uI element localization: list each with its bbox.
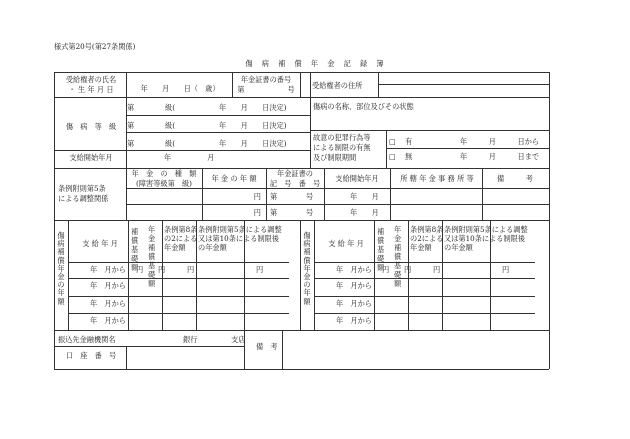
annual-amount-field[interactable]: 円 <box>253 192 261 201</box>
pension-type-header: (障害等級第 級) <box>136 179 192 188</box>
bank-name-label: 振込先金融機関名 <box>58 335 116 344</box>
grid-line <box>126 204 549 205</box>
branch-suffix: 支店 <box>231 335 246 344</box>
grid-line <box>386 148 549 149</box>
article8-header: 条例第8条の2による年金額 <box>164 225 198 252</box>
unit-yen: 円 <box>433 265 441 274</box>
month-header: 支 給 年 月 <box>328 239 364 248</box>
crime-restriction-label: による制限の有無 <box>313 143 371 152</box>
cert-number-field[interactable]: 第 号 <box>270 192 314 201</box>
row-month-field[interactable]: 年 月から <box>90 281 126 290</box>
row-month-field[interactable]: 年 月から <box>90 316 126 325</box>
row-month-field[interactable]: 年 月から <box>90 265 126 274</box>
adjusted-amount-header: 条例附則第5条による調整又は第10条による制限後の年金額 <box>444 225 528 252</box>
annual-amount-header: 年 金 の 年 額 <box>211 174 257 183</box>
start-month-field[interactable]: 年 月 <box>350 208 379 217</box>
pension-base-header: 年金補償基礎額 <box>394 225 402 288</box>
crime-restriction-label: 及び制限期間 <box>313 153 357 162</box>
grade-decision-date[interactable]: 年 月 日決定) <box>219 103 287 112</box>
grid-line <box>126 132 310 133</box>
grid-line <box>386 130 387 168</box>
unit-yen: 円 <box>256 265 264 274</box>
annual-vertical-label: 傷病補償年金の年額 <box>57 231 65 306</box>
remarks-header: 備 考 <box>497 174 533 183</box>
grid-line <box>68 278 289 279</box>
grade-decision-date[interactable]: 年 月 日決定) <box>219 121 287 130</box>
address-field[interactable] <box>378 78 548 91</box>
grade-label: 傷 病 等 級 <box>65 122 117 131</box>
grid-line <box>68 262 289 263</box>
pension-type-header: 年 金 の 種 類 <box>131 169 197 178</box>
adjustment-label: 条例附則第5条 <box>58 184 106 193</box>
grade-value-field[interactable]: 級( <box>165 139 175 148</box>
injury-description-label: 傷病の名称、部位及びその状態 <box>313 102 414 111</box>
grid-line <box>282 330 283 369</box>
grid-line <box>390 168 391 220</box>
form-number-label: 様式第20号(第27条関係) <box>54 42 136 51</box>
checkbox-yes[interactable]: □ <box>389 137 396 146</box>
grid-line <box>126 115 310 116</box>
bank-suffix: 銀行 <box>183 335 198 344</box>
choice-yes-label: 有 <box>405 137 413 146</box>
grid-line <box>549 72 550 369</box>
grade-value-field[interactable]: 級( <box>165 103 175 112</box>
account-number-label: 口 座 番 号 <box>65 351 117 360</box>
grid-line <box>314 278 535 279</box>
grid-line <box>310 72 311 97</box>
row-month-field[interactable]: 年 月から <box>336 265 372 274</box>
grid-line <box>126 188 549 189</box>
grid-line <box>54 97 549 98</box>
grid-line <box>300 220 301 330</box>
pension-base-header: 年金補償基礎額 <box>148 225 156 288</box>
row-month-field[interactable]: 年 月から <box>336 281 372 290</box>
grade-decision-date[interactable]: 年 月 日決定) <box>219 139 287 148</box>
grade-prefix: 第 <box>127 139 135 148</box>
row-month-field[interactable]: 年 月から <box>336 316 372 325</box>
payment-start-header: 支給開始年月 <box>335 174 379 183</box>
cert-symbol-header: 記 号 番 号 <box>269 179 321 188</box>
cert-number-field[interactable]: 第 号 <box>270 208 314 217</box>
unit-yen: 円 <box>158 265 166 274</box>
payment-start-label: 支給開始年月 <box>69 153 113 162</box>
unit-yen: 円 <box>382 265 390 274</box>
grid-line <box>126 150 127 168</box>
row-month-field[interactable]: 年 月から <box>90 299 126 308</box>
row-month-field[interactable]: 年 月から <box>336 299 372 308</box>
unit-yen: 円 <box>404 265 412 274</box>
unit-yen: 円 <box>502 265 510 274</box>
article8-header: 条例第8条の2による年金額 <box>410 225 444 252</box>
restriction-from-date[interactable]: 年 月 日から <box>460 137 540 146</box>
grid-line <box>300 72 301 97</box>
cert-symbol-header: 年金証書の <box>277 169 313 178</box>
unit-yen: 円 <box>187 265 195 274</box>
grid-line <box>68 296 289 297</box>
account-number-field[interactable] <box>130 347 244 361</box>
start-month-field[interactable]: 年 月 <box>350 192 379 201</box>
annual-vertical-label: 傷病補償年金の年額 <box>303 231 311 306</box>
grid-line <box>54 150 310 151</box>
crime-restriction-label: 故意の犯罪行為等 <box>313 133 371 142</box>
month-header: 支 給 年 月 <box>82 239 118 248</box>
adjustment-label: による調整関係 <box>58 194 109 203</box>
base-amount-header: 補償基礎額 <box>131 227 139 272</box>
choice-no-label: 無 <box>405 152 413 161</box>
grid-line <box>314 296 535 297</box>
payment-start-field[interactable]: 年 月 <box>164 153 215 162</box>
bank-remarks-label: 備 考 <box>256 342 278 351</box>
recipient-birth-label: ・ 生 年 月 日 <box>68 85 114 94</box>
grid-line <box>310 130 549 131</box>
grid-line <box>126 346 127 369</box>
grid-line <box>126 72 127 97</box>
grade-prefix: 第 <box>127 121 135 130</box>
cert-number-label: 年金証書の番号 <box>240 75 292 84</box>
grid-line <box>310 97 311 168</box>
grid-line <box>54 369 549 370</box>
grid-line <box>314 313 535 314</box>
base-amount-header: 補償基礎額 <box>377 227 385 272</box>
form-title: 傷 病 補 償 年 金 記 録 簿 <box>245 59 385 68</box>
checkbox-no[interactable]: □ <box>389 152 396 161</box>
pension-office-header: 所 轄 年 金 事 務 所 等 <box>400 174 474 183</box>
annual-amount-field[interactable]: 円 <box>253 208 261 217</box>
grade-value-field[interactable]: 級( <box>165 121 175 130</box>
restriction-to-date[interactable]: 年 月 日まで <box>460 152 540 161</box>
grid-line <box>54 330 549 331</box>
cert-number-field[interactable]: 第 号 <box>237 85 295 94</box>
recipient-name-label: 受給権者の氏名 <box>65 75 117 84</box>
adjusted-amount-header: 条例附則第5条による調整又は第10条による制限後の年金額 <box>198 225 282 252</box>
birth-date-field[interactable]: 年 月 日（ 歳） <box>140 84 220 93</box>
address-label: 受給権者の住所 <box>312 81 363 90</box>
grid-line <box>314 262 535 263</box>
grid-line <box>54 72 549 73</box>
grid-line <box>68 313 289 314</box>
unit-yen: 円 <box>136 265 144 274</box>
grade-prefix: 第 <box>127 103 135 112</box>
